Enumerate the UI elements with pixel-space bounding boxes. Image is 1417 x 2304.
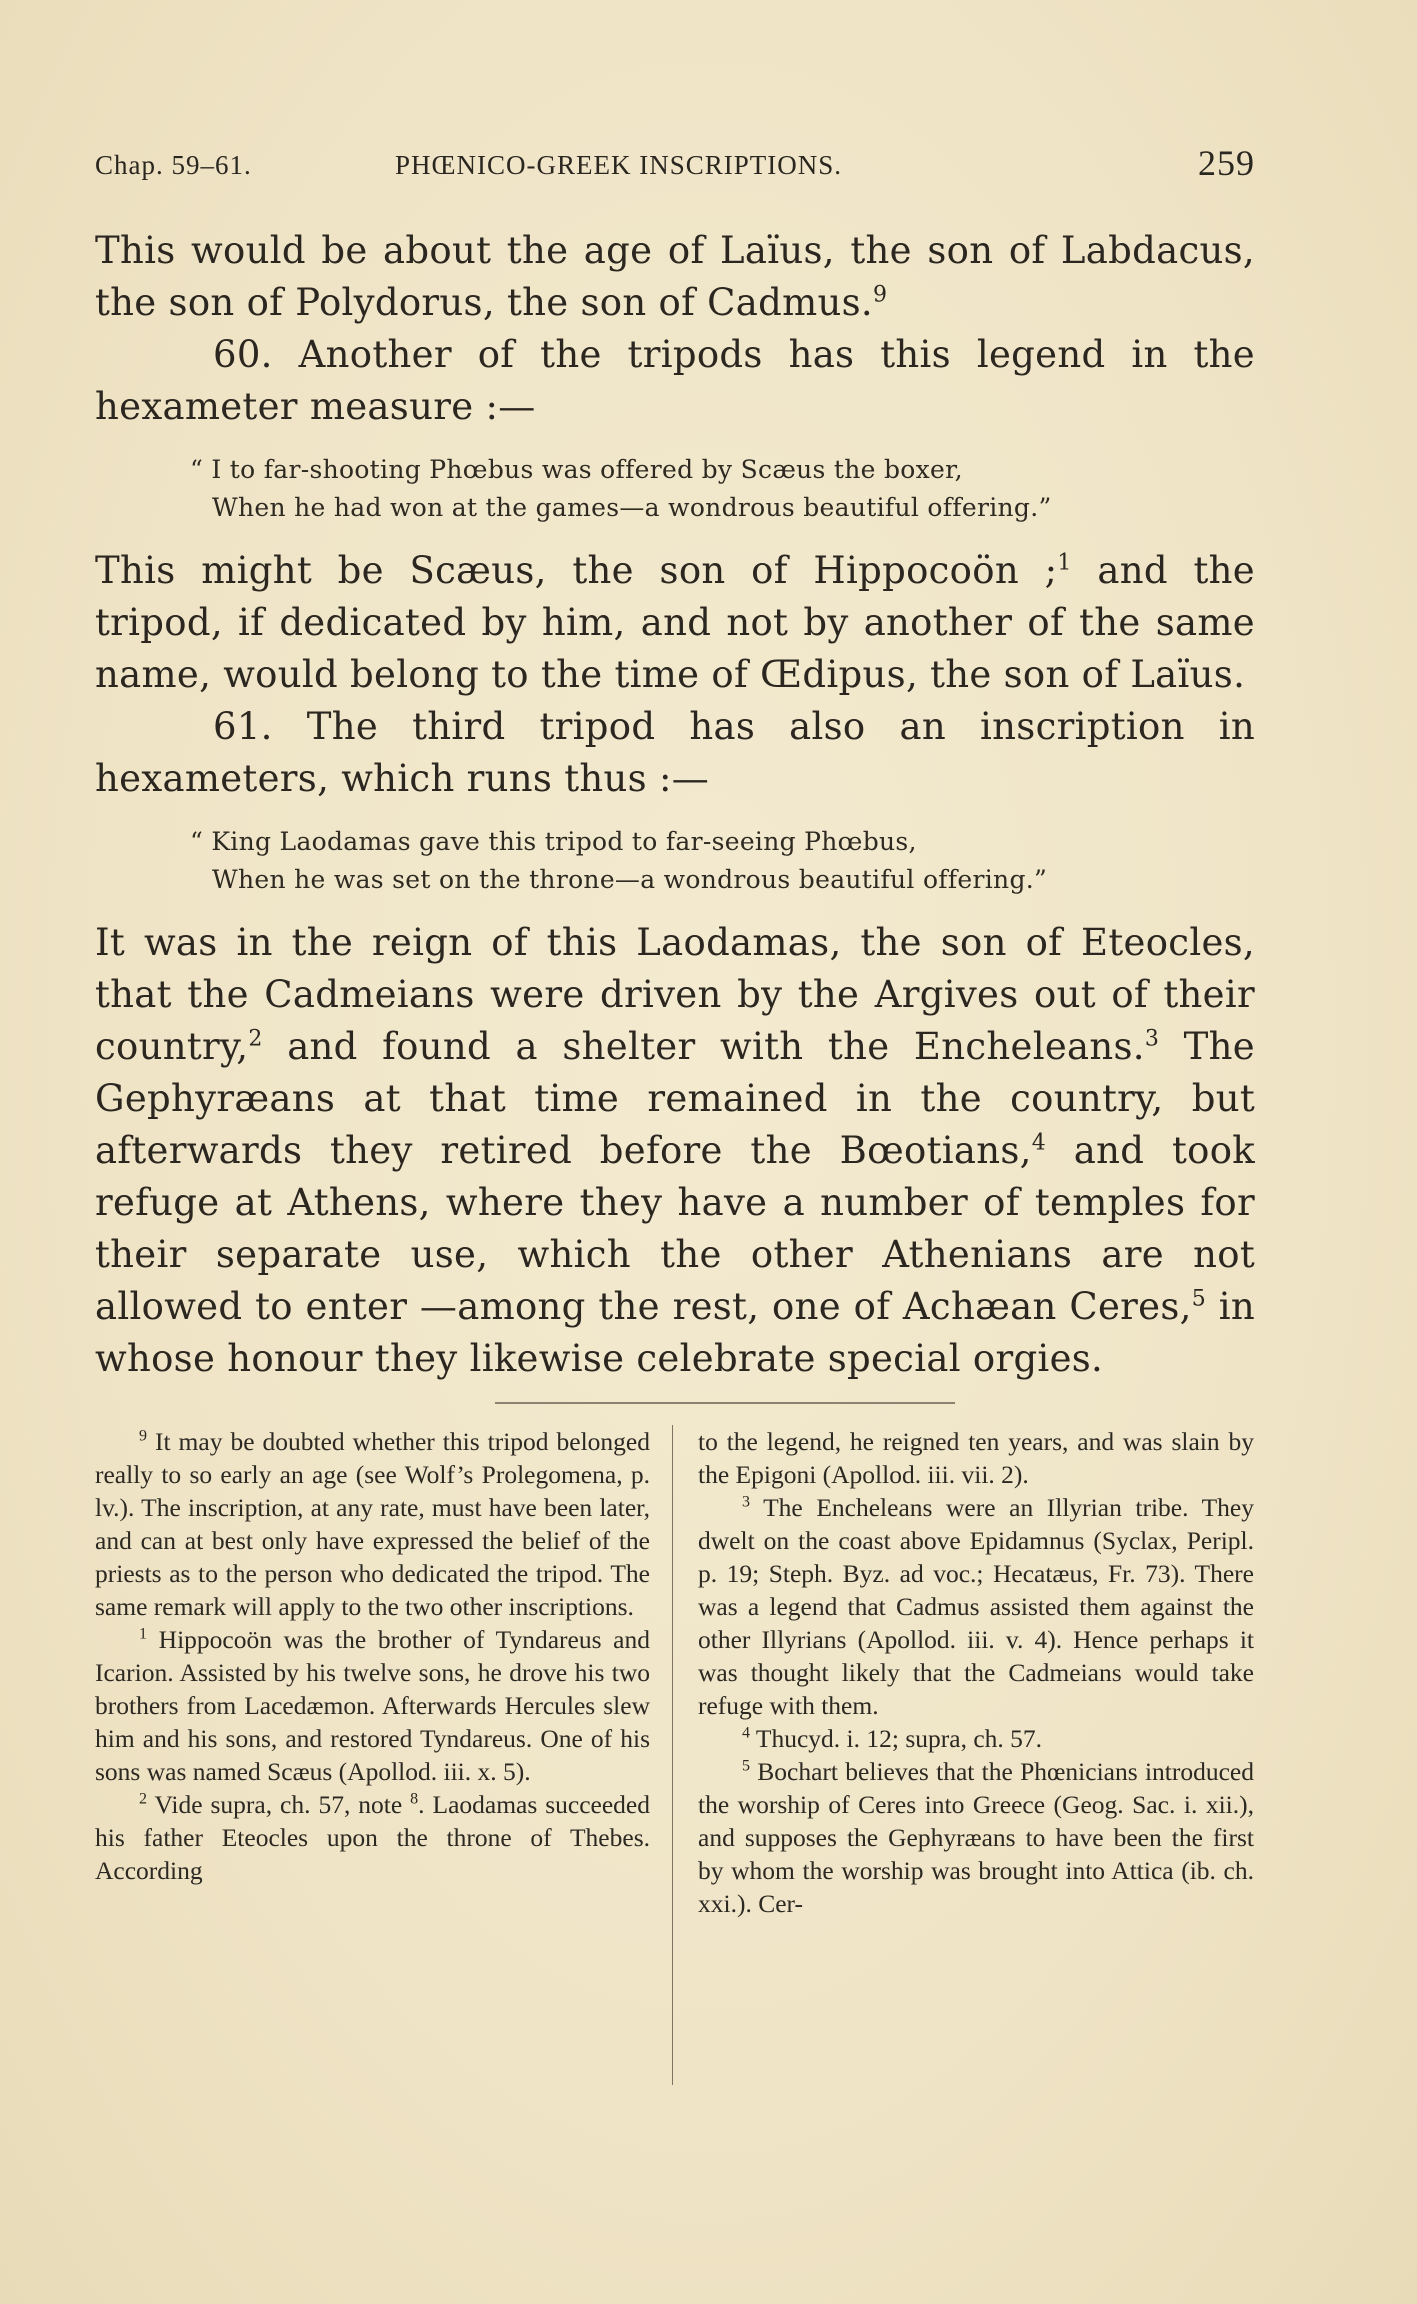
footnote-ref: 5 bbox=[1191, 1286, 1207, 1312]
paragraph: This would be about the age of Laïus, the son of Labdacus, the son of Polydorus, the son of Cadmus.$^9$ bbox=[95, 229, 1255, 324]
footnote-ref: 3 bbox=[1144, 1026, 1160, 1052]
verse-line: “ King Laodamas gave this tripod to far-seeing Phœbus, bbox=[190, 827, 917, 856]
footnote-ref: 2 bbox=[248, 1026, 263, 1052]
chapter-reference: Chap. 59–61. bbox=[95, 150, 252, 180]
paragraph: 61. The third tripod has also an inscription in hexameters, which runs thus :— bbox=[95, 705, 1255, 800]
footnotes-left-column bbox=[95, 1425, 650, 1887]
footnote-ref: 9 bbox=[873, 282, 888, 308]
main-text bbox=[95, 225, 1255, 1385]
footnote-ref: 1 bbox=[1057, 550, 1072, 576]
footnote: $^1$ Hippocoön was the brother of Tyndareus and Icarion. Assisted by his twelve sons, he drove his two brothers from Lacedæmon. Afterwards Hercules slew him and his sons, and restored Tyndareus. One of his sons was named Scæus (Apollod. iii. x. 5). bbox=[95, 1625, 650, 1786]
paragraph: It was in the reign of this Laodamas, the son of Eteocles, that the Cadmeians were driven by the Argives out of their country,$^2$ and found a shelter with the Encheleans.$^3$ The Gephyræans at that time remained in the country, but afterwards they retired before the Bœotians,$^4$ and took refuge at Athens, where they have a number of temples for their separate use, which the other Athenians are not allowed to enter —among the rest, one of Achæan Ceres,$^5$ in whose honour they likewise celebrate special orgies. bbox=[95, 921, 1255, 1380]
running-header bbox=[95, 142, 1255, 182]
footnote: $^2$ Vide supra, ch. 57, note $^8$. Laodamas succeeded his father Eteocles upon the throne of Thebes. According bbox=[95, 1790, 650, 1885]
paragraph: This might be Scæus, the son of Hippocoön ;$^1$ and the tripod, if dedicated by him, and not by another of the same name, would belong to the time of Œdipus, the son of Laïus. bbox=[95, 549, 1255, 696]
footnote-ref: 4 bbox=[1031, 1130, 1047, 1156]
verse-quote bbox=[95, 823, 1255, 899]
verse-line: “ I to far-shooting Phœbus was offered by Scæus the boxer, bbox=[190, 455, 963, 484]
running-title: PHŒNICO-GREEK INSCRIPTIONS. bbox=[395, 150, 843, 180]
footnotes-right-column bbox=[698, 1425, 1254, 1920]
paragraph: 60. Another of the tripods has this legend in the hexameter measure :— bbox=[95, 333, 1255, 428]
footnote: $^3$ The Encheleans were an Illyrian tribe. They dwelt on the coast above Epidamnus (Syclax, Peripl. p. 19; Steph. Byz. ad voc.; Hecatæus, Fr. 73). There was a legend that Cadmus assisted them against the other Illyrians (Apollod. iii. v. 4). Hence perhaps it was thought likely that the Cadmeians would take refuge with them. bbox=[698, 1493, 1254, 1720]
verse-line: When he had won at the games—a wondrous beautiful offering.” bbox=[212, 493, 1052, 522]
footnote: $^4$ Thucyd. i. 12; supra, ch. 57. bbox=[742, 1724, 1043, 1753]
footnote-continuation: to the legend, he reigned ten years, and was slain by the Epigoni (Apollod. iii. vii. 2). bbox=[698, 1427, 1254, 1489]
verse-quote bbox=[95, 451, 1255, 527]
verse-line: When he was set on the throne—a wondrous beautiful offering.” bbox=[212, 865, 1048, 894]
footnote: $^9$ It may be doubted whether this tripod belonged really to so early an age (see Wolf’s Prolegomena, p. lv.). The inscription, at any rate, must have been later, and can at best only have expressed the belief of the priests as to the person who dedicated the tripod. The same remark will apply to the two other inscriptions. bbox=[95, 1427, 650, 1621]
footnote: $^5$ Bochart believes that the Phœnicians introduced the worship of Ceres into Greece (Geog. Sac. i. xii.), and supposes the Gephyræans to have been the first by whom the worship was brought into Attica (ib. ch. xxi.). Cer- bbox=[698, 1757, 1254, 1918]
column-divider bbox=[672, 1425, 673, 2085]
footnote-separator bbox=[495, 1402, 955, 1404]
page-number: 259 bbox=[1198, 143, 1255, 183]
